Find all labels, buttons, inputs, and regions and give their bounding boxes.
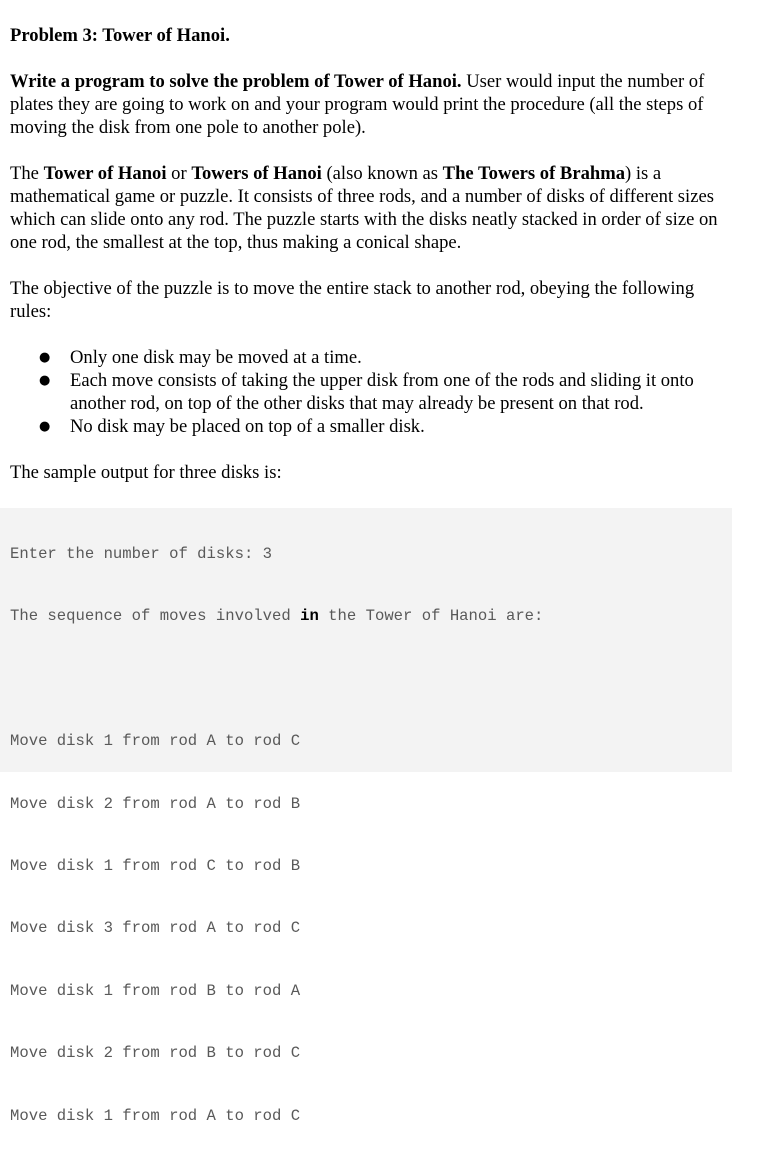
intro-text: User would input the number of plates they are going to work on and your program would print the procedure (all the steps of moving the disk from one pole to another pole).: [10, 71, 705, 138]
description-bold-1: Tower of Hanoi: [43, 163, 167, 184]
code-text: the Tower of Hanoi are:: [318, 607, 544, 626]
list-item: [10, 369, 732, 415]
description-bold-3: The Towers of Brahma: [442, 163, 626, 184]
problem-title: Problem 3: Tower of Hanoi.: [10, 25, 230, 46]
code-line-prompt: Enter the number of disks: 3: [10, 545, 273, 563]
code-text: The sequence of moves involved: [10, 607, 301, 626]
intro-paragraph: [10, 70, 732, 139]
description-bold-2: Towers of Hanoi: [191, 163, 322, 184]
description-text-3: (also known as: [321, 163, 443, 184]
description-text-1: The: [10, 163, 44, 184]
code-lines: [10, 508, 543, 1168]
code-line-move: Move disk 1 from rod B to rod A: [10, 981, 301, 1000]
bullet-icon: ●: [39, 350, 51, 365]
bullet-icon: ●: [39, 373, 51, 388]
document-body: [10, 24, 732, 507]
sample-intro: The sample output for three disks is:: [10, 462, 282, 483]
code-line-move: Move disk 2 from rod B to rod C: [10, 1044, 301, 1063]
description-text-4: ) is a mathematical game or puzzle. It consists of three rods, and a number of disks of different sizes which can slide onto any rod. The puzzle starts with the disks neatly stacked in order of size on one rod, the smallest at the top, thus making a conical shape.: [10, 163, 718, 253]
rule-text: Only one disk may be moved at a time.: [70, 347, 362, 368]
code-line-move: Move disk 1 from rod A to rod C: [10, 732, 301, 751]
list-item: [10, 346, 732, 369]
rule-text: No disk may be placed on top of a smaller disk.: [70, 416, 425, 437]
rule-text: Each move consists of taking the upper disk from one of the rods and sliding it onto another rod, on top of the other disks that may already be present on that rod.: [70, 370, 694, 414]
list-item: [10, 415, 732, 438]
code-line-blank: [10, 669, 543, 695]
description-text-2: or: [166, 163, 192, 184]
code-line-move: Move disk 1 from rod C to rod B: [10, 856, 301, 875]
code-keyword: in: [300, 607, 319, 626]
sample-output-block: [0, 508, 732, 1125]
rules-list: [10, 346, 732, 438]
bullet-icon: ●: [39, 419, 51, 434]
intro-bold-text: Write a program to solve the problem of Tower of Hanoi.: [10, 71, 462, 92]
objective-paragraph: The objective of the puzzle is to move the entire stack to another rod, obeying the following rules:: [10, 278, 695, 322]
code-line-move: Move disk 3 from rod A to rod C: [10, 919, 301, 938]
code-line-sequence: [10, 606, 543, 632]
code-line-move: Move disk 1 from rod A to rod C: [10, 1106, 301, 1125]
description-paragraph: [10, 162, 732, 254]
code-line-move: Move disk 2 from rod A to rod B: [10, 794, 301, 813]
